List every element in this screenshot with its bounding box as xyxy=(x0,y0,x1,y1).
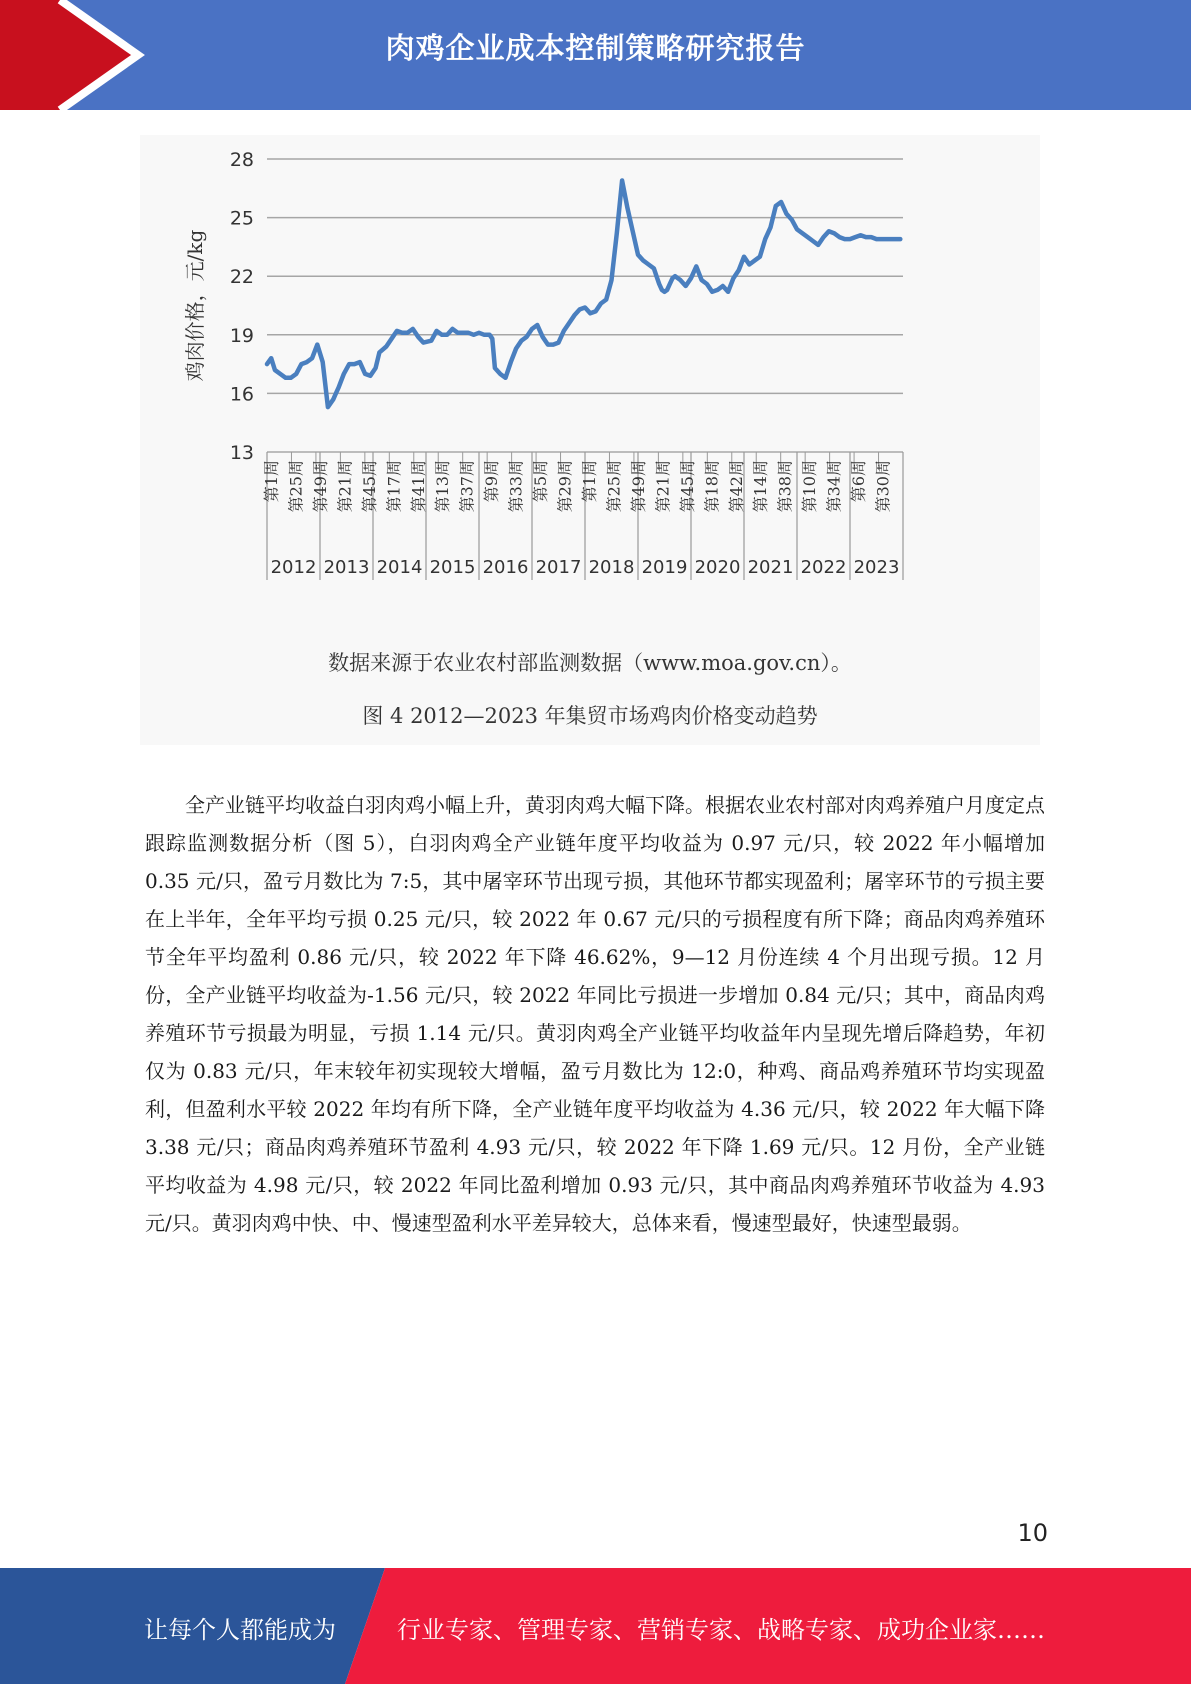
week-label: 第34周 xyxy=(824,460,844,513)
price-series-line xyxy=(267,181,900,408)
week-label: 第33周 xyxy=(506,460,526,513)
year-label: 2019 xyxy=(641,557,688,578)
figure-caption: 图 4 2012—2023 年集贸市场鸡肉价格变动趋势 xyxy=(362,704,818,728)
week-label: 第29周 xyxy=(555,460,575,513)
y-tick-label: 19 xyxy=(229,324,254,347)
chart-figure xyxy=(140,135,1040,745)
week-label: 第49周 xyxy=(310,460,330,513)
year-label: 2021 xyxy=(747,557,794,578)
page-number: 10 xyxy=(1017,1519,1048,1547)
week-label: 第14周 xyxy=(751,460,771,513)
week-label: 第49周 xyxy=(628,460,648,513)
week-label: 第9周 xyxy=(482,460,502,503)
week-label: 第6周 xyxy=(849,460,869,503)
y-tick-label: 13 xyxy=(229,442,254,464)
footer-slogan-left: 让每个人都能成为 xyxy=(144,1616,336,1644)
page-header xyxy=(0,0,1191,110)
year-label: 2016 xyxy=(482,557,529,578)
week-label: 第42周 xyxy=(726,460,746,513)
week-label: 第38周 xyxy=(775,460,795,513)
report-title: 肉鸡企业成本控制策略研究报告 xyxy=(385,31,806,65)
page-footer xyxy=(0,1568,1191,1684)
week-label: 第21周 xyxy=(335,460,355,513)
week-label: 第18周 xyxy=(702,460,722,513)
week-label: 第21周 xyxy=(653,460,673,513)
week-label: 第1周 xyxy=(262,460,281,503)
y-tick-label: 22 xyxy=(229,266,254,289)
week-label: 第25周 xyxy=(286,460,306,513)
week-label: 第45周 xyxy=(677,460,697,513)
year-label: 2022 xyxy=(800,557,847,578)
y-axis-label: 鸡肉价格，元/kg xyxy=(183,229,207,382)
week-label: 第17周 xyxy=(384,460,404,513)
y-tick-label: 16 xyxy=(229,383,254,406)
week-label: 第30周 xyxy=(873,460,893,513)
year-label: 2020 xyxy=(694,557,741,578)
year-label: 2018 xyxy=(588,557,635,578)
figure-source-note: 数据来源于农业农村部监测数据（www.moa.gov.cn）。 xyxy=(328,651,852,675)
year-label: 2013 xyxy=(323,557,370,578)
week-label: 第37周 xyxy=(457,460,477,513)
footer-slogan-right: 行业专家、管理专家、营销专家、战略专家、成功企业家…… xyxy=(397,1616,1045,1644)
year-label: 2015 xyxy=(429,557,476,578)
week-label: 第5周 xyxy=(531,460,551,503)
week-label: 第10周 xyxy=(800,460,820,513)
week-label: 第25周 xyxy=(604,460,624,513)
year-label: 2017 xyxy=(535,557,582,578)
year-label: 2023 xyxy=(853,557,900,578)
week-label: 第13周 xyxy=(433,460,453,513)
y-tick-label: 25 xyxy=(229,207,254,230)
week-label: 第45周 xyxy=(359,460,379,513)
year-label: 2012 xyxy=(270,557,317,578)
week-label: 第41周 xyxy=(408,460,428,513)
body-paragraph: 全产业链平均收益白羽肉鸡小幅上升，黄羽肉鸡大幅下降。根据农业农村部对肉鸡养殖户月度定点跟踪监测数据分析（图 5），白羽肉鸡全产业链年度平均收益为 0.97 元/只，较 2022 年小幅增加 0.35 元/只，盈亏月数比为 7:5，其中屠宰环节出现亏损，其他环节都实现盈利；屠宰环节的亏损主要在上半年，全年平均亏损 0.25 元/只，较 2022 年 0.67 元/只的亏损程度有所下降；商品肉鸡养殖环节全年平均盈利 0.86 元/只，较 2022 年下降 46.62%，9—12 月份连续 4 个月出现亏损。12 月份，全产业链平均收益为-1.56 元/只，较 2022 年同比亏损进一步增加 0.84 元/只；其中，商品肉鸡养殖环节亏损最为明显，亏损 1.14 元/只。黄羽肉鸡全产业链平均收益年内呈现先增后降趋势，年初仅为 0.83 元/只，年末较年初实现较大增幅，盈亏月数比为 12:0，种鸡、商品鸡养殖环节均实现盈利，但盈利水平较 2022 年均有所下降，全产业链年度平均收益为 4.36 元/只，较 2022 年大幅下降 3.38 元/只；商品肉鸡养殖环节盈利 4.93 元/只，较 2022 年下降 1.69 元/只。12 月份，全产业链平均收益为 4.98 元/只，较 2022 年同比盈利增加 0.93 元/只，其中商品肉鸡养殖环节收益为 4.93 元/只。黄羽肉鸡中快、中、慢速型盈利水平差异较大，总体来看，慢速型最好，快速型最弱。 xyxy=(145,793,1045,1235)
week-label: 第1周 xyxy=(580,460,599,503)
y-tick-label: 28 xyxy=(229,149,254,171)
price-line-chart xyxy=(140,135,1040,635)
year-label: 2014 xyxy=(376,557,423,578)
